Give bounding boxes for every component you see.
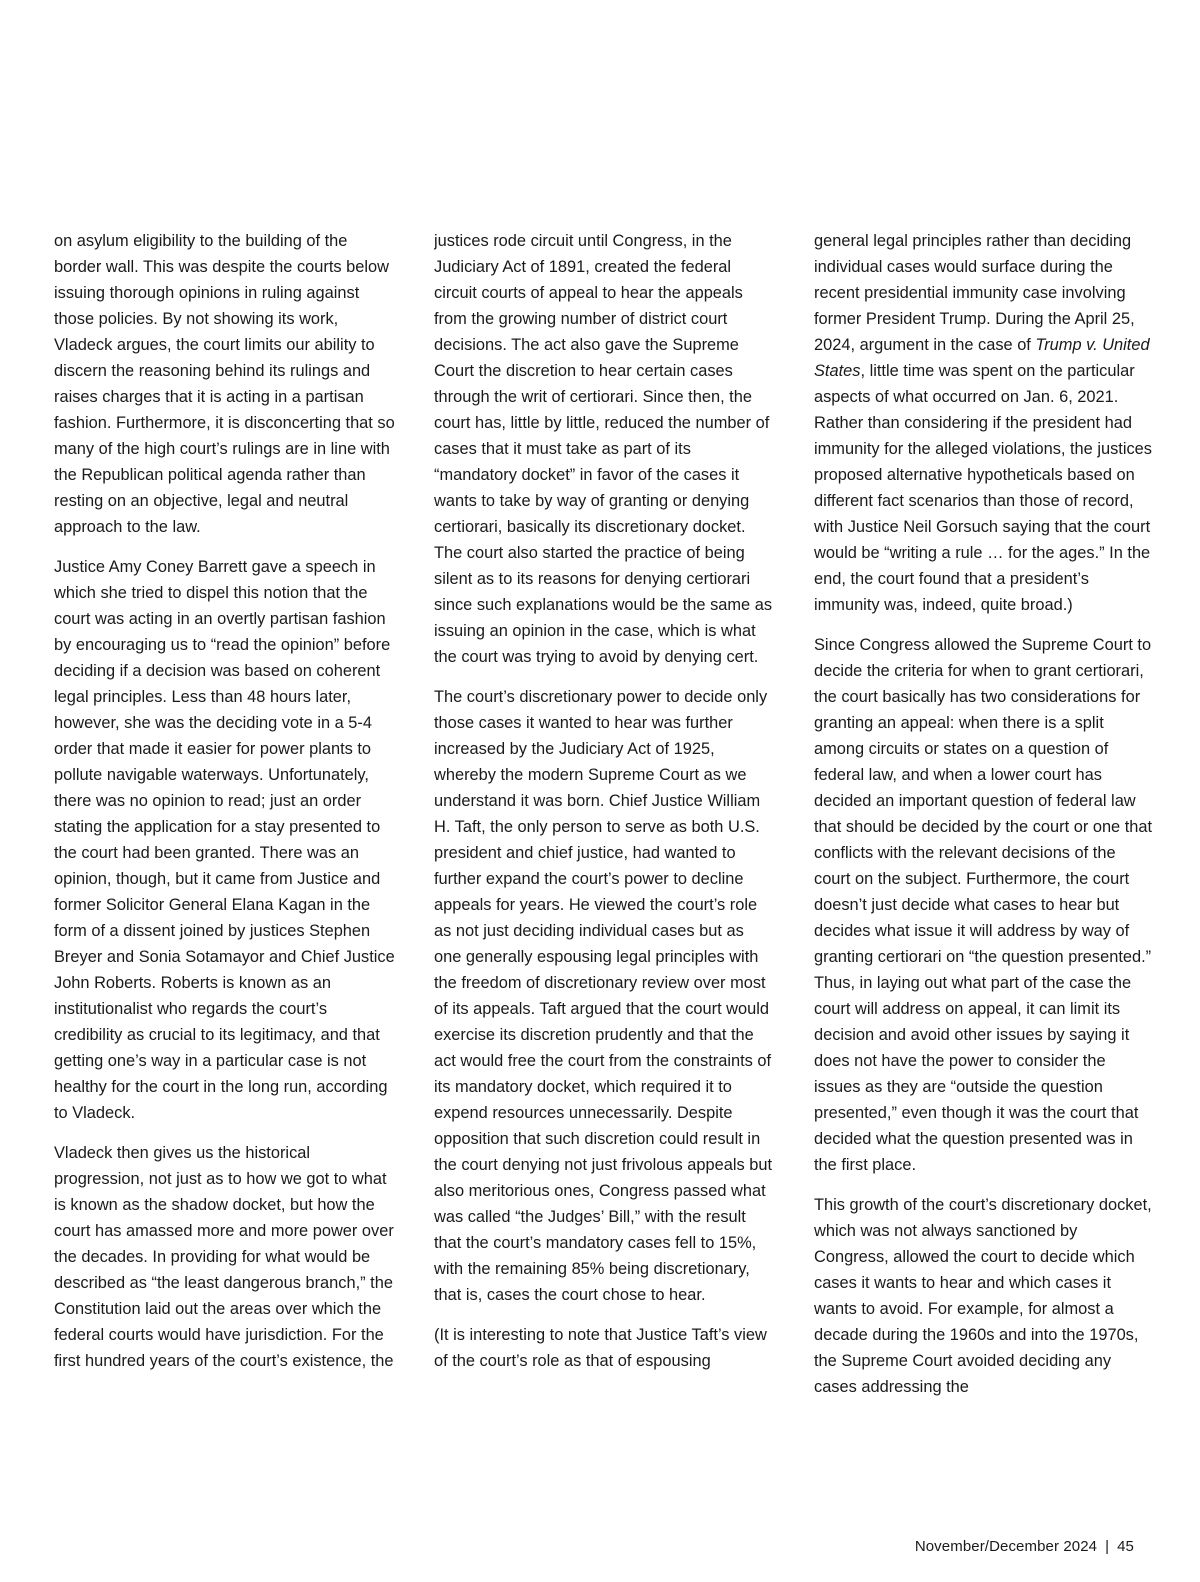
column-2	[434, 228, 775, 1468]
paragraph-tail: , little time was spent on the particular aspects of what occurred on Jan. 6, 2021. Rather than considering if the president had immunity for the alleged violations, the justices proposed alternative hypotheticals based on different fact scenarios than those of record, with Justice Neil Gorsuch saying that the court would be “writing a rule … for the ages.” In the end, the court found that a president’s immunity was, indeed, quite broad.)	[814, 362, 1152, 614]
paragraph-with-case-name	[814, 228, 1155, 618]
paragraph: Vladeck then gives us the historical progression, not just as to how we got to what is known as the shadow docket, but how the court has amassed more and more power over the decades. In providing for what would be described as “the least dangerous branch,” the Constitution laid out the areas over which the federal courts would have jurisdiction. For the first hundred years of the court’s existence, the	[54, 1144, 394, 1370]
paragraph-lead: general legal principles rather than deciding individual cases would surface during the recent presidential immunity case involving former President Trump. During the April 25, 2024, argument in the case of	[814, 232, 1135, 354]
article-body	[54, 228, 1154, 1468]
issue-date: November/December 2024	[914, 1538, 1098, 1555]
paragraph: Since Congress allowed the Supreme Court to decide the criteria for when to grant certiorari, the court basically has two considerations for granting an appeal: when there is a split among circuits or states on a question of federal law, and when a lower court has decided an important question of federal law that should be decided by the court or one that conflicts with the relevant decisions of the court on the subject. Furthermore, the court doesn’t just decide what cases to hear but decides what issue it will address by way of granting certiorari on “the question presented.” Thus, in laying out what part of the case the court will address on appeal, it can limit its decision and avoid other issues by saying it does not have the power to consider the issues as they are “outside the question presented,” even though it was the court that decided what the question presented was in the first place.	[814, 636, 1153, 1174]
paragraph: on asylum eligibility to the building of the border wall. This was despite the courts below issuing thorough opinions in ruling against those policies. By not showing its work, Vladeck argues, the court limits our ability to discern the reasoning behind its rulings and raises charges that it is acting in a partisan fashion. Furthermore, it is disconcerting that so many of the high court’s rulings are in line with the Republican political agenda rather than resting on an objective, legal and neutral approach to the law.	[54, 232, 395, 536]
paragraph: justices rode circuit until Congress, in the Judiciary Act of 1891, created the federal circuit courts of appeal to hear the appeals from the growing number of district court decisions. The act also gave the Supreme Court the discretion to hear certain cases through the writ of certiorari. Since then, the court has, little by little, reduced the number of cases that it must take as part of its “mandatory docket” in favor of the cases it wants to take by way of granting or denying certiorari, basically its discretionary docket. The court also started the practice of being silent as to its reasons for denying certiorari since such explanations would be the same as issuing an opinion in the case, which is what the court was trying to avoid by denying cert.	[434, 232, 773, 666]
page-footer	[915, 1538, 1134, 1555]
paragraph: (It is interesting to note that Justice Taft’s view of the court’s role as that of espousing	[434, 1326, 767, 1370]
page-number: 45	[1117, 1538, 1134, 1555]
paragraph: Justice Amy Coney Barrett gave a speech in which she tried to dispel this notion that the court was acting in an overtly partisan fashion by encouraging us to “read the opinion” before deciding if a decision was based on coherent legal principles. Less than 48 hours later, however, she was the deciding vote in a 5-4 order that made it easier for power plants to pollute navigable waterways. Unfortunately, there was no opinion to read; just an order stating the application for a stay presented to the court had been granted. There was an opinion, though, but it came from Justice and former Solicitor General Elana Kagan in the form of a dissent joined by justices Stephen Breyer and Sonia Sotamayor and Chief Justice John Roberts. Roberts is known as an institutionalist who regards the court’s credibility as crucial to its legitimacy, and that getting one’s way in a particular case is not healthy for the court in the long run, according to Vladeck.	[54, 558, 395, 1122]
footer-separator: |	[1105, 1538, 1110, 1555]
column-3	[814, 228, 1155, 1468]
paragraph: The court’s discretionary power to decide only those cases it wanted to hear was further increased by the Judiciary Act of 1925, whereby the modern Supreme Court as we understand it was born. Chief Justice William H. Taft, the only person to serve as both U.S. president and chief justice, had wanted to further expand the court’s power to decline appeals for years. He viewed the court’s role as not just deciding individual cases but as one generally espousing legal principles with the freedom of discretionary review over most of its appeals. Taft argued that the court would exercise its discretion prudently and that the act would free the court from the constraints of its mandatory docket, which required it to expend resources unnecessarily. Despite opposition that such discretion could result in the court denying not just frivolous appeals but also meritorious ones, Congress passed what was called “the Judges’ Bill,” with the result that the court’s mandatory cases fell to 15%, with the remaining 85% being discretionary, that is, cases the court chose to hear.	[434, 688, 773, 1304]
column-1	[54, 228, 395, 1468]
paragraph: This growth of the court’s discretionary docket, which was not always sanctioned by Congress, allowed the court to decide which cases it wants to hear and which cases it wants to avoid. For example, for almost a decade during the 1960s and into the 1970s, the Supreme Court avoided deciding any cases addressing the	[814, 1196, 1152, 1396]
case-name: Trump v. United States	[814, 336, 1150, 380]
